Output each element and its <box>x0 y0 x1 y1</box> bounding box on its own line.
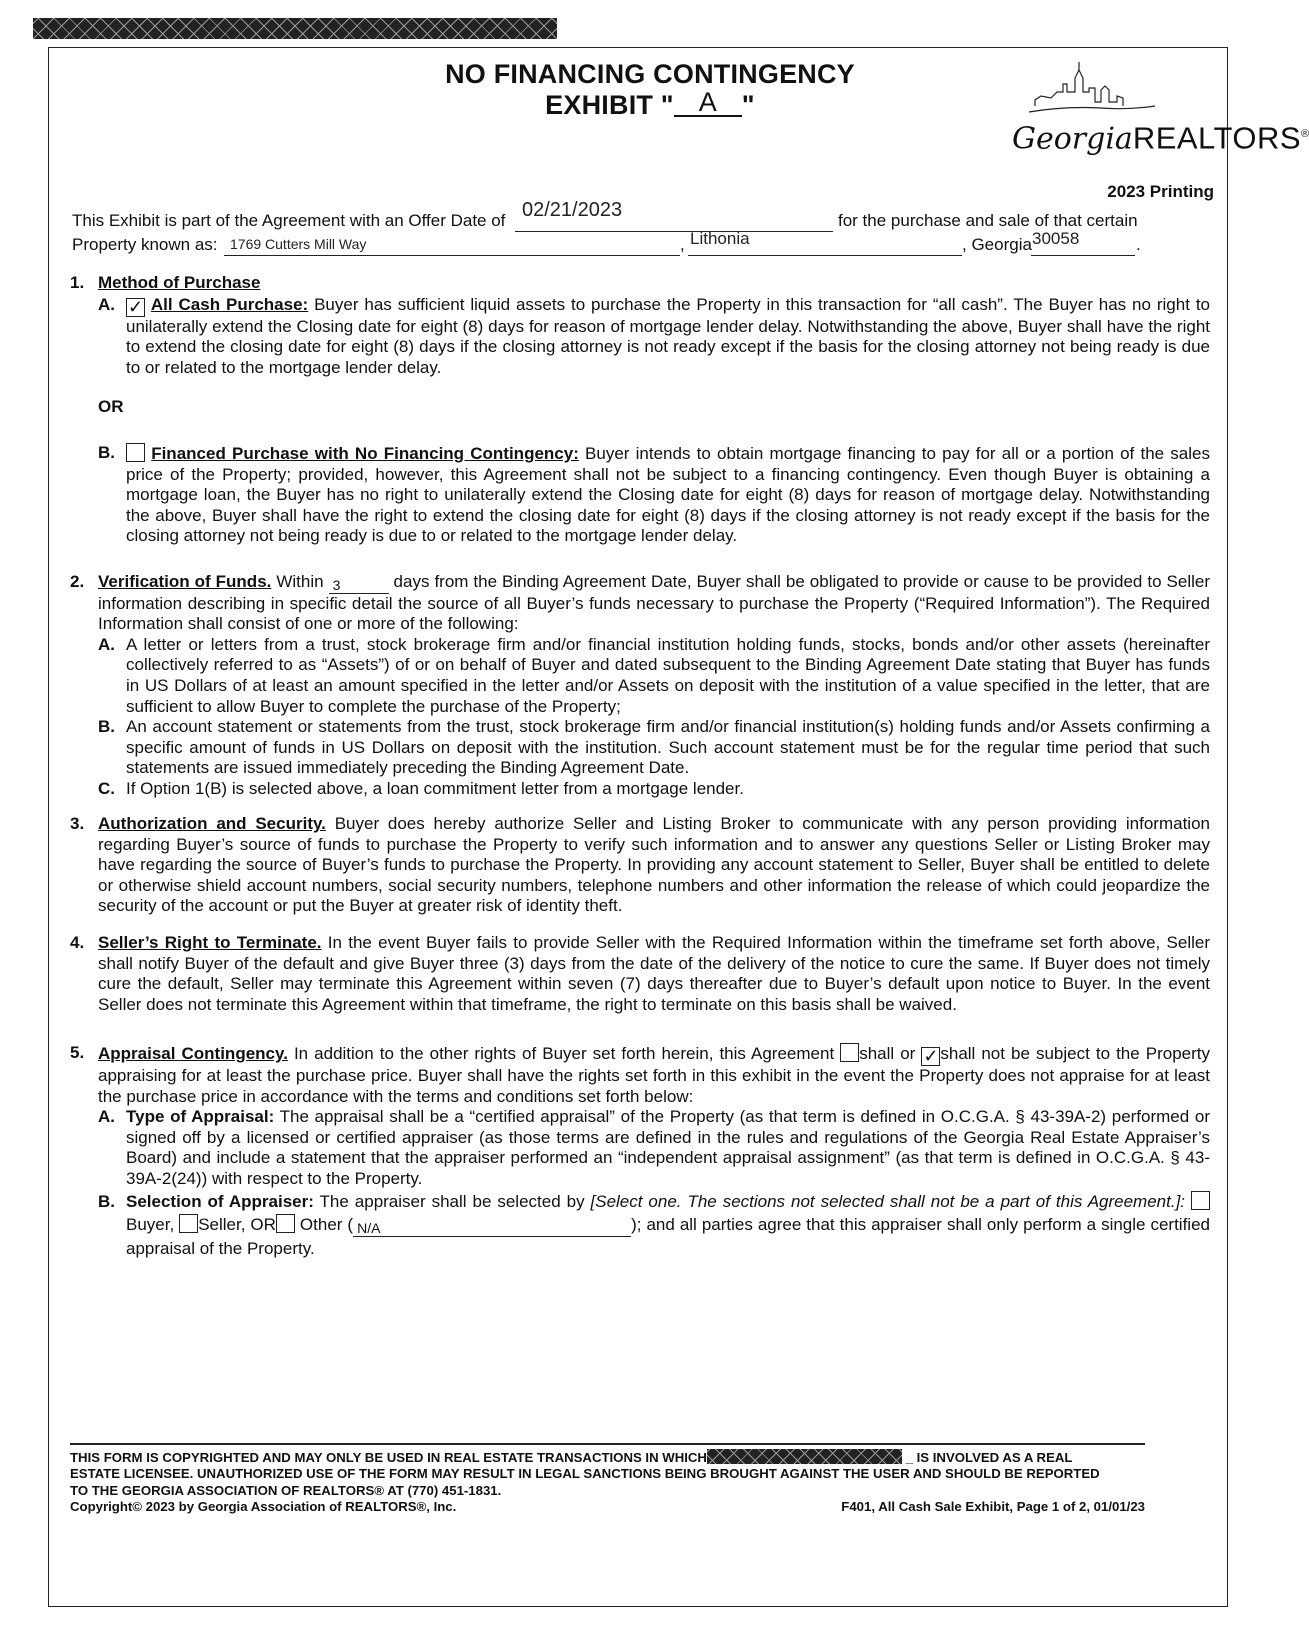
intro-text-3: Property known as: <box>72 235 218 254</box>
item-text: If Option 1(B) is selected above, a loan commitment letter from a mortgage lender. <box>126 778 744 798</box>
section-number: 1. <box>70 273 85 292</box>
all-cash-checkbox[interactable]: ✓ <box>127 296 144 317</box>
appraiser-other-checkbox[interactable] <box>276 1214 295 1233</box>
copyright-footer <box>70 1449 1145 1516</box>
shall-checkbox[interactable] <box>840 1043 859 1062</box>
item-text: The appraiser shall be selected by <box>313 1191 591 1211</box>
section-number: 2. <box>70 572 85 591</box>
option-label: B. <box>98 442 115 462</box>
section-number: 4. <box>70 933 85 952</box>
form-title: NO FINANCING CONTINGENCY <box>445 59 855 89</box>
footer-text: ESTATE LICENSEE. UNAUTHORIZED USE OF THE FORM MAY RESULT IN LEGAL SANCTIONS BEING BROUGHT AGAINST THE USER AND SHOULD BE REPORTED <box>70 1466 1100 1482</box>
georgia-realtors-logo-text: GeorgiaREALTORS® <box>1012 120 1309 157</box>
section-text: days from the Binding Agreement Date, Buyer shall be obligated to provide or cause to be provided to Seller information describing in specific detail the source of all Buyer’s funds necessary to purchase the Property (“Required Information”). The Required Information shall consist of one or more of the following: <box>98 572 1210 634</box>
shall-label: shall or <box>859 1044 922 1063</box>
option-text: Buyer has sufficient liquid assets to purchase the Property in this transaction for “all cash”. The Buyer has no right to unilaterally extend the Closing date for eight (8) days for reason of mortgage lender delay. Notwithstanding the above, Buyer shall have the right to extend the closing date for eight (8) days if the closing attorney is not ready except if the basis for the closing attorney not being ready is due to or related to the mortgage lender delay. <box>126 294 1210 377</box>
shall-not-checkbox[interactable]: ✓ <box>923 1046 939 1066</box>
other-label: Other ( <box>294 1214 354 1234</box>
footer-redaction <box>707 1449 902 1464</box>
section-1-method-of-purchase <box>70 273 1210 547</box>
section-4-sellers-right <box>70 933 1210 1015</box>
exhibit-title: EXHIBIT " A " <box>545 87 755 120</box>
buyer-label: Buyer, <box>126 1214 180 1234</box>
footer-text: TO THE GEORGIA ASSOCIATION OF REALTORS® AT (770) 451-1831. <box>70 1482 502 1498</box>
section-heading: Seller’s Right to Terminate. <box>98 933 322 952</box>
zip-value: 30058 <box>1032 229 1080 248</box>
within-text: Within <box>271 572 329 591</box>
section-number: 3. <box>70 814 85 833</box>
section-text: In the event Buyer fails to provide Seller with the Required Information within the timeframe set forth above, Seller shall notify Buyer of the default and give Buyer three (3) days from the date of the delivery of the notice to cure the same. If Buyer does not timely cure the default, Seller may terminate this Agreement within seven (7) days thereafter due to Buyer’s default upon notice to Buyer. In the event Seller does not terminate this Agreement within that timeframe, the right to terminate on this basis shall be waived. <box>98 933 1210 1014</box>
item-text: ); and all parties agree that this appraiser shall only perform a single certified appraisal of the Property. <box>126 1214 1210 1258</box>
city-value: Lithonia <box>690 229 750 248</box>
option-heading: All Cash Purchase: <box>150 294 309 314</box>
item-label: A. <box>98 1107 115 1127</box>
printing-year: 2023 Printing <box>1107 182 1214 201</box>
item-label: C. <box>98 778 115 798</box>
item-instructions: [Select one. The sections not selected shall not be a part of this Agreement.]: <box>590 1191 1186 1211</box>
section-heading: Appraisal Contingency. <box>98 1044 288 1063</box>
footer-text: _ IS INVOLVED AS A REAL <box>905 1450 1073 1465</box>
item-heading: Selection of Appraiser: <box>126 1191 314 1211</box>
section-heading: Authorization and Security. <box>98 814 326 833</box>
financed-purchase-checkbox[interactable] <box>126 443 145 462</box>
item-label: A. <box>98 634 115 654</box>
section-text: In addition to the other rights of Buyer set forth herein, this Agreement <box>287 1044 841 1063</box>
intro-text-1: This Exhibit is part of the Agreement with an Offer Date of <box>72 211 506 230</box>
section-2-verification-of-funds <box>70 572 1210 800</box>
section-5-appraisal <box>70 1043 1210 1260</box>
seller-label: Seller, OR <box>198 1214 276 1234</box>
intro-text-2: for the purchase and sale of that certain <box>838 211 1138 230</box>
offer-date-value: 02/21/2023 <box>522 199 623 221</box>
address-value: 1769 Cutters Mill Way <box>230 236 367 252</box>
form-id: F401, All Cash Sale Exhibit, Page 1 of 2, 01/01/23 <box>841 1499 1145 1515</box>
appraiser-seller-checkbox[interactable] <box>179 1214 198 1233</box>
item-5b <box>98 1190 1210 1260</box>
section-3-authorization <box>70 814 1210 917</box>
item-2b <box>98 717 1210 779</box>
item-heading: Type of Appraisal: <box>126 1107 275 1127</box>
section-heading: Method of Purchase <box>98 273 261 292</box>
option-heading: Financed Purchase with No Financing Contingency: <box>151 443 579 463</box>
days-value: 3 <box>332 576 341 593</box>
section-number: 5. <box>70 1043 85 1062</box>
section-text: shall not be subject to the Property appraising for at least the purchase price. Buyer shall have the rights set forth in this exhibit in the event the Property does not appraise for at least the purchase price in accordance with the terms and conditions set forth below: <box>98 1044 1210 1106</box>
other-appraiser-field[interactable] <box>353 1213 631 1237</box>
item-text: A letter or letters from a trust, stock brokerage firm and/or financial institution holding funds, stocks, bonds and/or other assets (hereinafter collectively referred to as “Assets”) of or on behalf of Buyer and dated subsequent to the Binding Agreement Date stating that Buyer has funds in US Dollars of at least an amount specified in the letter and/or Assets on deposit with the institution of a value specified in the letter, that are sufficient to allow Buyer to complete the purchase of the Property; <box>126 634 1210 716</box>
other-appraiser-value: N/A <box>357 1219 381 1236</box>
state-label: , Georgia <box>962 235 1032 254</box>
section-heading: Verification of Funds. <box>98 572 272 591</box>
option-b-financed <box>98 443 1210 547</box>
comma: , <box>680 235 685 254</box>
exhibit-letter-field[interactable]: A <box>674 89 742 117</box>
item-text: An account statement or statements from the trust, stock brokerage firm and/or financial institution(s) holding funds and/or Assets confirming a specific amount of funds in US Dollars on deposit with the institution. Such account statement must be for the regular time period that such statements are issued immediately preceding the Binding Agreement Date. <box>126 717 1210 778</box>
item-2a <box>98 635 1210 717</box>
item-text: The appraisal shall be a “certified appraisal” of the Property (as that term is defined in O.C.G.A. § 43-39A-2) performed or signed off by a licensed or certified appraiser (as those terms are defined in the rules and regulations of the Georgia Real Estate Appraiser’s Board) and include a statement that the appraiser performed an “independent appraisal assignment” (as that term is defined in O.C.G.A. § 43-39A-2(24)) with respect to the Property. <box>126 1107 1210 1188</box>
or-separator: OR <box>98 397 124 417</box>
footer-rule <box>70 1443 1145 1445</box>
section-text: Buyer does hereby authorize Seller and Listing Broker to communicate with any person providing information regarding Buyer’s source of funds to purchase the Property to verify such information and to answer any questions Seller or Listing Broker may have regarding the source of Buyer’s funds to purchase the Property. In providing any account statement to Seller, Buyer shall be entitled to delete or otherwise shield account numbers, social security numbers, telephone numbers and other information the release of which could jeopardize the security of the account or put the Buyer at greater risk of identity theft. <box>98 814 1210 916</box>
footer-text: THIS FORM IS COPYRIGHTED AND MAY ONLY BE USED IN REAL ESTATE TRANSACTIONS IN WHICH <box>70 1450 707 1465</box>
option-a-all-cash <box>98 295 1210 379</box>
appraiser-buyer-checkbox[interactable] <box>1191 1191 1210 1210</box>
redaction-bar <box>33 18 557 39</box>
copyright-text: Copyright© 2023 by Georgia Association of REALTORS®, Inc. <box>70 1499 457 1515</box>
item-label: B. <box>98 1191 115 1211</box>
item-label: B. <box>98 717 115 737</box>
option-label: A. <box>98 294 115 314</box>
days-field[interactable] <box>329 572 389 594</box>
item-2c <box>98 779 1210 800</box>
item-5a <box>98 1107 1210 1189</box>
period: . <box>1136 235 1141 254</box>
option-text: Buyer intends to obtain mortgage financing to pay for all or a portion of the sales price of the Property; provided, however, this Agreement shall not be subject to a financing contingency. Even though Buyer is obtaining a mortgage loan, the Buyer has no right to unilaterally extend the Closing date for eight (8) days for reason of mortgage delay. Notwithstanding the above, Buyer shall have the right to extend the closing date for eight (8) days if the closing attorney is not ready except if the basis for the closing attorney not being ready is due to or related to the mortgage lender delay. <box>126 443 1210 546</box>
